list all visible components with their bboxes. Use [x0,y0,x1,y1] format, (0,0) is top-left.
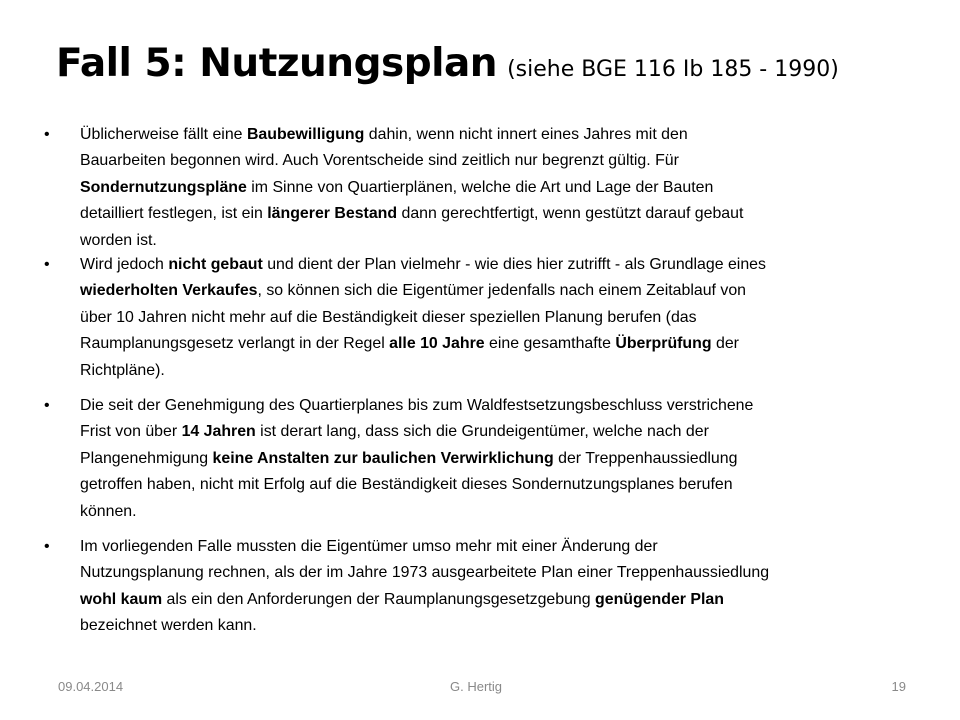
bullet-icon: • [44,397,50,414]
bullet-item [44,252,914,393]
bullet-item [44,393,914,534]
text-line [80,252,914,278]
text-run: Richtpläne). [80,361,165,379]
text-run: ist derart lang, dass sich die Grundeigentümer, welche nach der [255,423,709,441]
text-line [80,201,914,227]
text-line [80,331,914,357]
text-run: detailliert festlegen, ist ein [80,205,268,223]
text-run: der [711,335,739,353]
title-subtitle: (siehe BGE 116 Ib 185 - 1990) [507,57,839,82]
text-line [80,122,914,148]
footer-page-number: 19 [891,679,906,694]
text-run: als ein den Anforderungen der Raumplanungsgesetzgebung [162,590,596,608]
text-run: Plangenehmigung [80,449,213,467]
bold-text: nicht gebaut [168,256,263,273]
text-run: Im vorliegenden Falle mussten die Eigentümer umso mehr mit einer Änderung der [80,538,658,555]
text-run: dann gerechtfertigt, wenn gestützt darauf gebaut [397,205,744,223]
text-run: Bauarbeiten begonnen wird. Auch Vorentscheide sind zeitlich nur begrenzt gültig. Für [80,152,679,170]
text-line [80,472,914,498]
bold-text: alle 10 Jahre [389,335,485,353]
text-run: , so können sich die Eigentümer jedenfalls nach einem Zeitablauf von [257,282,747,300]
text-run: im Sinne von Quartierplänen, welche die Art und Lage der Bauten [246,178,714,196]
text-run: eine gesamthafte [484,335,616,353]
bullet-icon: • [44,256,50,273]
text-line [80,148,914,174]
text-line [80,228,914,254]
bold-text: Überprüfung [615,335,712,353]
text-run: Raumplanungsgesetz verlangt in der Regel [80,335,390,353]
text-line [80,613,914,639]
text-run: Frist von über [80,423,182,441]
bold-text: keine Anstalten zur baulichen Verwirklichung [212,449,554,467]
text-run: getroffen haben, nicht mit Erfolg auf die Beständigkeit dieses Sondernutzungsplanes berufen [80,476,733,494]
text-run: Wird jedoch [80,256,169,273]
text-run: können. [80,502,137,520]
bold-text: Sondernutzungspläne [80,178,247,196]
bullet-item [44,122,914,252]
text-line [80,419,914,445]
text-run: worden ist. [80,231,157,249]
text-line [80,499,914,525]
bullet-item [44,534,914,640]
text-line [80,587,914,613]
text-run: der Treppenhaussiedlung [553,449,738,467]
text-line [80,560,914,586]
text-run: und dient der Plan vielmehr - wie dies hier zutrifft - als Grundlage eines [262,256,766,273]
bullet-text [80,393,914,525]
bullet-text [80,252,914,384]
text-line [80,175,914,201]
text-run: dahin, wenn nicht innert eines Jahres mit den [364,126,688,143]
text-line [80,358,914,384]
title-main: Fall 5: Nutzungsplan [56,41,498,86]
text-run: Die seit der Genehmigung des Quartierplanes bis zum Waldfestsetzungsbeschluss verstrichene [80,397,754,414]
bold-text: genügender Plan [595,590,724,608]
bold-text: wiederholten Verkaufes [80,282,258,300]
bold-text: längerer Bestand [267,205,398,223]
footer-author: G. Hertig [450,679,503,694]
text-run: Nutzungsplanung rechnen, als der im Jahre 1973 ausgearbeitete Plan einer Treppenhaussiedlung [80,564,770,582]
text-line [80,393,914,419]
text-line [80,534,914,560]
bullet-list [44,122,914,662]
bold-text: 14 Jahren [181,423,256,441]
text-run: über 10 Jahren nicht mehr auf die Beständigkeit dieser speziellen Planung berufen (das [80,308,697,326]
bullet-icon: • [44,126,50,143]
text-line [80,305,914,331]
bullet-text [80,534,914,640]
footer-date: 09.04.2014 [58,679,124,694]
text-line [80,446,914,472]
text-line [80,278,914,304]
bullet-text [80,122,914,254]
bullet-icon: • [44,538,50,555]
text-run: bezeichnet werden kann. [80,617,257,635]
bold-text: wohl kaum [80,590,163,608]
slide-title [56,34,936,94]
bold-text: Baubewilligung [246,126,365,143]
text-run: Üblicherweise fällt eine [80,126,247,143]
